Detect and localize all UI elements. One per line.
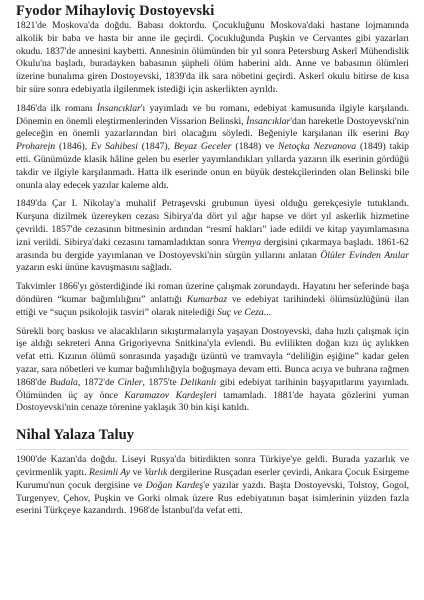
bio-paragraph-4 — [16, 281, 409, 319]
italic-title-text: Karamazov Kardeşleri — [124, 389, 217, 401]
paragraph-text: , 1872'de — [77, 376, 118, 388]
paragraph-text: dergisini çıkarmaya başladı. 1861-62 arasında bu dergide yayımlanan ve Dostoyevski'nin sürgün yıllarını anlatan — [16, 236, 410, 261]
italic-title-text: İnsancıklar — [246, 115, 291, 127]
paragraph-text: (1849) takip etti. Günümüzde klasik hâline gelen bu eserler yayımlandıkları yıllarda yazarın ilk eserinin gördüğü takdir ve ilgiyle karşılanmadı. Hatta ilk eserinde onun en büyük destekçilerinden olan Belinski bile onunla alay edecek yazılar kaleme aldı. — [16, 141, 409, 191]
paragraph-text: tamamladı. 1881'de hayata gözlerini yuman Dostoyevski'nin cenaze törenine yaklaşık 30 bin kişi katıldı. — [16, 389, 409, 414]
author-heading-dostoyevski: Fyodor Mihayloviç Dostoyevski — [16, 3, 215, 19]
bio-paragraph-3 — [16, 198, 409, 275]
italic-title-text: Varlık — [144, 466, 168, 478]
paragraph-text: 'ı yayımladı ve bu romanı, edebiyat kamusunda ilgiyle karşılandı. Dönemin en önemli eleştirmenlerinden Vissarion Belinski, — [16, 102, 409, 127]
paragraph-text: , 1875'te — [142, 376, 181, 388]
italic-title-text: Budala — [49, 376, 78, 388]
paragraph-text: (1847), — [137, 141, 174, 153]
paragraph-text: ve — [130, 466, 145, 478]
paragraph-text: yazarın eski ününe kavuşmasını sağladı. — [16, 262, 172, 274]
bio-paragraph-1: 1821'de Moskova'da doğdu. Babası doktordu. Çocukluğunu Moskova'daki hastane lojmanında alkolik bir baba ve hasta bir anne ile geçirdi. Çocukluğunda Puşkin ve Cervantes gibi yazarları okudu. 1837'de annesini kaybetti. Annesinin ölümünden bir yıl sonra Petersburg Askerî Mühendislik Okulu'na başladı, buradayken babasının şüpheli ölüm haberini aldı. Anne ve babasının ölümleri üzerine bunalıma giren Dostoyevski, 1839'da ilk sara nöbetini geçirdi. Askerî okulu bitirse de kısa bir süre sonra edebiyatla ilgilenmek istediği için askerlikten ayrıldı. — [16, 20, 409, 95]
italic-title-text: Vremya — [232, 236, 262, 248]
paragraph-text: gibi edebiyat tarihinin başyapıtlarını yayımladı. Ölümünden üç ay önce — [16, 376, 409, 401]
italic-title-text: Kumarbaz — [186, 293, 228, 305]
paragraph-text: 1900'de Kazan'da doğdu. Liseyi Rusya'da bitirdikten sonra Türkiye'ye geldi. Burada yazarlık ve çevirmenlik yaptı. — [16, 454, 409, 478]
paragraph-text: 'e yazılar yazdı. Başta Dostoyevski, Tolstoy, Gogol, Turgenyev, Çehov, Puşkin ve Gorki olmak üzere Rus edebiyatının başat isimlerinin yüzden fazla eserini Türkçeye kazandırdı. 1968'de İstanbul'da vefat etti. — [16, 479, 409, 517]
italic-title-text: Delikanlı — [180, 376, 217, 388]
paragraph-text: ve edebiyat tarihindeki ölümsüzlüğünü ilan ettiği ve “suçun psikolojik tasviri” olarak nitelediği — [16, 293, 409, 318]
italic-title-text: Cinler — [117, 376, 143, 388]
paragraph-text: (1846), — [55, 141, 92, 153]
italic-title-text: Doğan Kardeş — [145, 479, 204, 491]
italic-title-text: Ölüler Evinden Anılar — [320, 249, 409, 261]
italic-title-text: Netoçka Nezvanova — [278, 141, 357, 153]
paragraph-text: dergilerine Rusçadan eserler çevirdi, Ankara Çocuk Esirgeme Kurumu'nun çocuk dergisine ve — [16, 466, 409, 491]
italic-title-text: Bay Prohare̦in — [16, 128, 409, 153]
paragraph-text: 1849'da Çar I. Nikolay'a muhalif Petraşevski grubunun üyesi olduğu gerekçesiyle tutuklandı. Kurşuna dizilmek üzereyken cezası Sibirya'da dört yıl ağır hapse ve dört yıl askerlik hizmetine çevrildi. 1857'de cezasının bitmesinin ardından “resmî hakları” iade edildi ve kitap yayımlamasına izni verildi. Sibirya'daki cezasını tamamladıktan sonra — [16, 198, 409, 248]
italic-title-text: İnsancıklar — [96, 102, 141, 114]
section-divider — [16, 449, 409, 450]
italic-title-text: Resimli Ay — [89, 466, 131, 478]
italic-title-text: Beyaz Geceler — [173, 141, 232, 153]
paragraph-text: (1848) ve — [231, 141, 279, 153]
bio-paragraph-2 — [16, 103, 409, 193]
paragraph-text: 1846'da ilk romanı — [16, 102, 97, 114]
paragraph-text: 'dan hareketle Dostoyevski'nin geleceğin en önemli yazarlarından biri olacağını söyledi. Beğeniyle karşılanan ilk eserini — [16, 115, 410, 140]
italic-title-text: Ev Sahibesi — [91, 141, 138, 153]
paragraph-text: Sürekli borç baskısı ve alacaklıların sıkıştırmalarıyla yaşayan Dostoyevski, daha hızlı çalışmak için işe aldığı sekreteri Anna Grigoriyevna Snitkina'yla evlendi. Bu evlilikten doğan kızı üç aylıkken vefat etti. Kızının ölümü sonrasında yaşadığı üzüntü ve tramvayla “deliliğin eşiğine” kadar gelen yazar, sara nöbetleri ve kumar bağımlılığıyla boğuşmaya devam etti. Bunca acıya ve buhrana rağmen 1868'de — [16, 325, 409, 388]
translator-heading-taluy: Nihal Yalaza Taluy — [16, 427, 135, 444]
translator-bio-paragraph — [16, 454, 409, 518]
paragraph-text: Takvimler 1866'yı gösterdiğinde iki roman üzerine çalışmak zorundaydı. Hayatını her seferinde başa döndüren “kumar bağımlılığını” anlattığı — [16, 281, 409, 305]
bio-paragraph-5 — [16, 326, 409, 416]
paragraph-text: ... — [263, 306, 272, 318]
italic-title-text: Suç ve Ceza — [216, 306, 264, 318]
